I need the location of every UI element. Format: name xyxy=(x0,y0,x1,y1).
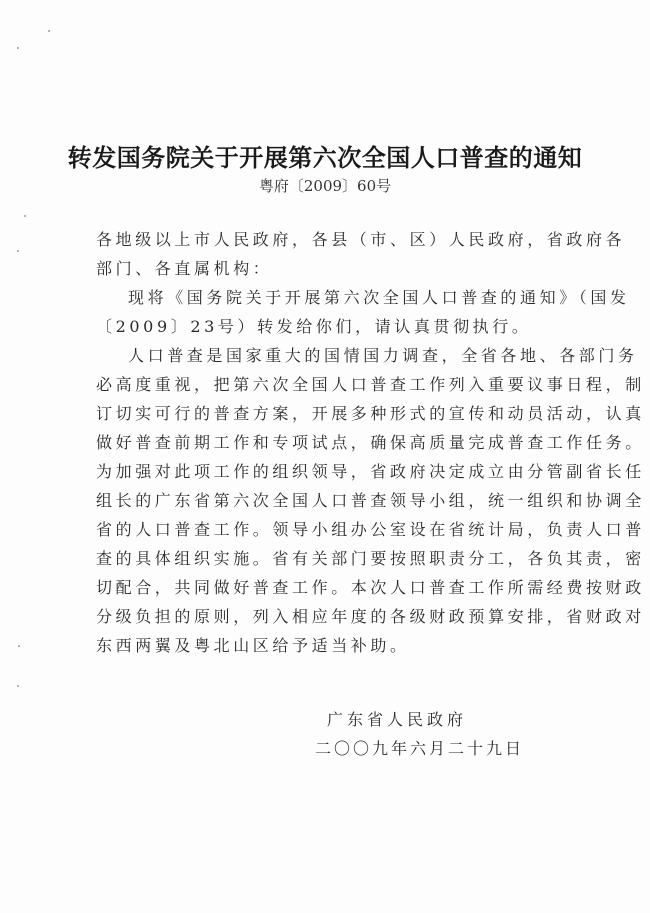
paragraph-line: 订切实可行的普查方案，开展多种形式的宣传和动员活动，认真 xyxy=(96,404,645,423)
scan-speck xyxy=(17,47,19,49)
signature-block xyxy=(315,705,524,763)
paragraph-line: 人口普查是国家重大的国情国力调查，全省各地、各部门务 xyxy=(128,346,638,365)
scan-speck xyxy=(48,30,50,32)
scan-speck xyxy=(17,250,19,252)
paragraph-line: 东西两翼及粤北山区给予适当补助。 xyxy=(96,636,410,655)
paragraph-line: 分级负担的原则，列入相应年度的各级财政预算安排，省财政对 xyxy=(96,607,645,626)
document-title: 转发国务院关于开展第六次全国人口普查的通知 xyxy=(67,143,583,172)
addressee-line: 各地级以上市人民政府，各县（市、区）人民政府，省政府各 xyxy=(96,230,626,249)
document-number: 粤府〔2009〕60号 xyxy=(258,177,392,195)
paragraph-line: 做好普查前期工作和专项试点，确保高质量完成普查工作任务。 xyxy=(96,433,645,452)
scan-speck xyxy=(17,685,19,687)
paragraph-line: 切配合，共同做好普查工作。本次人口普查工作所需经费按财政 xyxy=(96,578,645,597)
paragraph-line: 为加强对此项工作的组织领导，省政府决定成立由分管副省长任 xyxy=(96,462,645,481)
paragraph-line: 〔2009〕23号）转发给你们，请认真贯彻执行。 xyxy=(96,317,532,336)
document-body xyxy=(96,225,645,660)
paragraph-line: 查的具体组织实施。省有关部门要按照职责分工，各负其责，密 xyxy=(96,549,645,568)
scan-speck xyxy=(24,215,26,217)
signature-date: 二〇〇九年六月二十九日 xyxy=(315,739,525,758)
paragraph-line: 组长的广东省第六次全国人口普查领导小组，统一组织和协调全 xyxy=(96,491,645,510)
signature-organization: 广东省人民政府 xyxy=(327,710,468,729)
paragraph-line: 现将《国务院关于开展第六次全国人口普查的通知》（国发 xyxy=(128,288,630,307)
scan-speck xyxy=(18,645,20,647)
paragraph-line: 省的人口普查工作。领导小组办公室设在省统计局，负责人口普 xyxy=(96,520,645,539)
addressee-line: 部门、各直属机构： xyxy=(96,259,273,278)
paragraph-line: 必高度重视，把第六次全国人口普查工作列入重要议事日程，制 xyxy=(96,375,645,394)
